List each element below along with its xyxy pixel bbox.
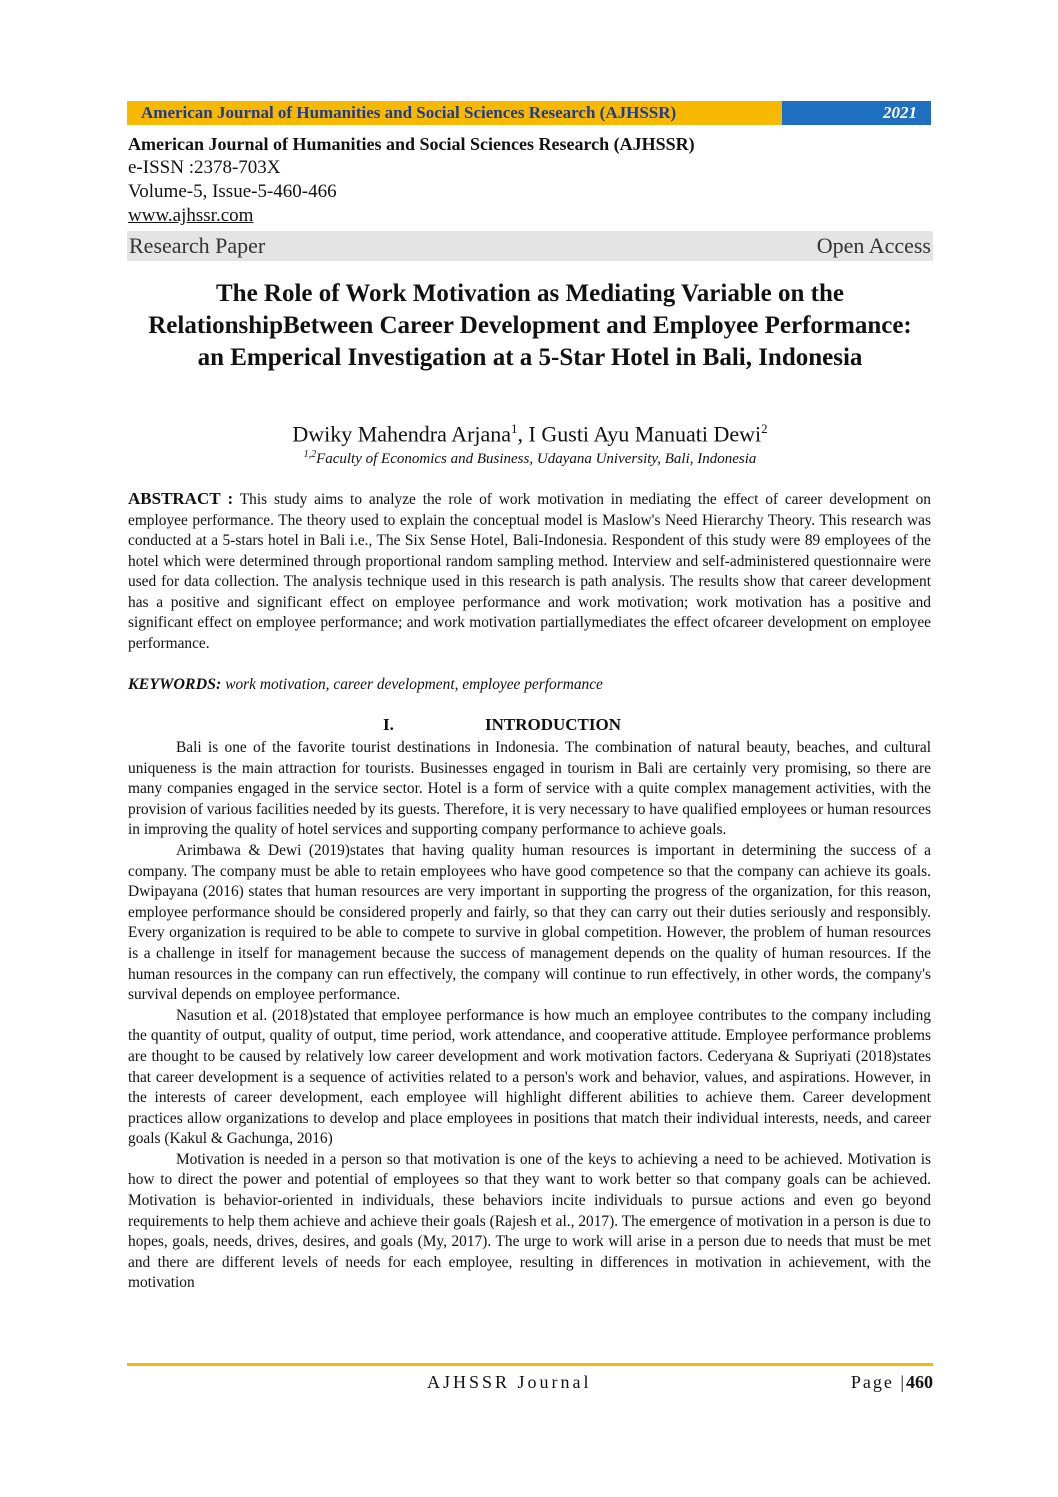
footer-page-number: 460 — [906, 1372, 933, 1392]
author-1-sup: 1 — [511, 421, 518, 436]
keywords-text: work motivation, career development, employee performance — [225, 676, 603, 693]
abstract — [128, 489, 931, 654]
paragraph: Arimbawa & Dewi (2019)states that having quality human resources is important in determining the success of a company. The company must be able to retain employees who have good competence so that the company can achieve its goals. Dwipayana (2016) states that human resources are very important in supporting the progress of the organization, for this reason, employee performance should be considered properly and fairly, so that they can carry out their duties seriously and responsibly. Every organization is required to be able to compete to survive in global competition. However, the problem of human resources is a challenge in itself for management because the success of management depends on the quality of human resources. If the human resources in the company can run effectively, the company will continue to run effectively, in other words, the company's survival depends on employee performance. — [128, 841, 931, 1004]
affiliation — [140, 449, 920, 468]
keywords — [128, 676, 931, 694]
paper-type-band — [127, 231, 933, 261]
paragraph: Nasution et al. (2018)stated that employee performance is how much an employee contributes to the company including the quantity of output, quality of output, time period, work attendance, and cooperative attitude. Employee performance problems are thought to be caused by relatively low career development and work motivation factors. Cederyana & Supriyati (2018)states that career development is a sequence of activities related to a person's work and behavior, values, and aspirations. However, in the interests of career development, each employee will highlight different abilities to achieve them. Career development practices allow organizations to develop and place employees in positions that match their individual interests, needs, and career goals (Kakul & Gachunga, 2016) — [128, 1006, 931, 1148]
access-type: Open Access — [816, 233, 931, 258]
running-header — [127, 101, 931, 125]
page-footer — [127, 1372, 933, 1396]
affiliation-text: Faculty of Economics and Business, Udayana University, Bali, Indonesia — [316, 451, 757, 467]
author-separator: , — [517, 421, 529, 447]
section-heading — [128, 715, 931, 737]
footer-page-label: Page | — [850, 1372, 906, 1392]
authors — [140, 421, 920, 447]
journal-website-link[interactable]: www.ajhssr.com — [128, 205, 254, 226]
abstract-label: ABSTRACT : — [128, 489, 234, 508]
paragraph: Bali is one of the favorite tourist destinations in Indonesia. The combination of natural beauty, beaches, and cultural uniqueness is the main attraction for tourists. Businesses engaged in tourism in Bali are certainly very promising, so there are many companies engaged in the service sector. Hotel is a form of service with a quite complex management activities, with the provision of various facilities needed by its guests. Therefore, it is very necessary to have qualified employees or human resources in improving the quality of hotel services and supporting company performance to achieve goals. — [128, 739, 931, 839]
footer-page — [851, 1372, 933, 1393]
keywords-label: KEYWORDS: — [128, 676, 222, 693]
author-2: I Gusti Ayu Manuati Dewi — [528, 421, 762, 447]
paper-title: The Role of Work Motivation as Mediating Variable on the RelationshipBetween Career Development and Employee Performance: an Emperical Investigation at a 5-Star Hotel in Bali, Indonesia — [148, 280, 912, 371]
paragraph: Motivation is needed in a person so that motivation is one of the keys to achieving a need to be achieved. Motivation is how to direct the power and potential of employees so that they want to work better so that company goals can be achieved. Motivation is behavior-oriented in individuals, these behaviors incite individuals to pursue actions and even go beyond requirements to help them achieve and achieve their goals (Rajesh et al., 2017). The emergence of motivation in a person is due to hopes, goals, needs, drives, desires, and goals (My, 2017). The urge to work will arise in a person due to needs that must be met and there are different levels of needs for each employee, resulting in differences in motivation in achievement, with the motivation — [128, 1150, 931, 1292]
meta-volume: Volume-5, Issue-5-460-466 — [128, 181, 337, 202]
section-title: INTRODUCTION — [485, 715, 622, 734]
affiliation-sup: 1,2 — [303, 449, 317, 460]
meta-journal: American Journal of Humanities and Social Sciences Research (AJHSSR) — [128, 134, 695, 154]
introduction-body — [128, 738, 931, 1294]
running-header-journal: American Journal of Humanities and Social Sciences Research (AJHSSR) — [127, 101, 782, 125]
running-header-year: 2021 — [782, 101, 931, 125]
author-2-sup: 2 — [761, 421, 768, 436]
meta-issn: e-ISSN :2378-703X — [128, 157, 281, 178]
abstract-text: This study aims to analyze the role of work motivation in mediating the effect of career development on employee performance. The theory used to explain the conceptual model is Maslow's Need Hierarchy Theory. This research was conducted at a 5-stars hotel in Bali i.e., The Six Sense Hotel, Bali-Indonesia. Respondent of this study were 89 employees of the hotel which were determined through proportional random sampling method. Interview and self-administered questionnaire were used for data collection. The analysis technique used in this research is path analysis. The results show that career development has a positive and significant effect on employee performance and work motivation; work motivation has a positive and significant effect on employee performance; and work motivation partiallymediates the effect ofcareer development on employee performance. — [128, 491, 931, 652]
footer-rule — [127, 1363, 933, 1366]
footer-journal: AJHSSR Journal — [427, 1372, 592, 1392]
section-number: I. — [383, 715, 394, 734]
journal-meta — [128, 132, 928, 228]
author-1: Dwiky Mahendra Arjana — [292, 421, 512, 447]
paper-type: Research Paper — [129, 233, 266, 258]
